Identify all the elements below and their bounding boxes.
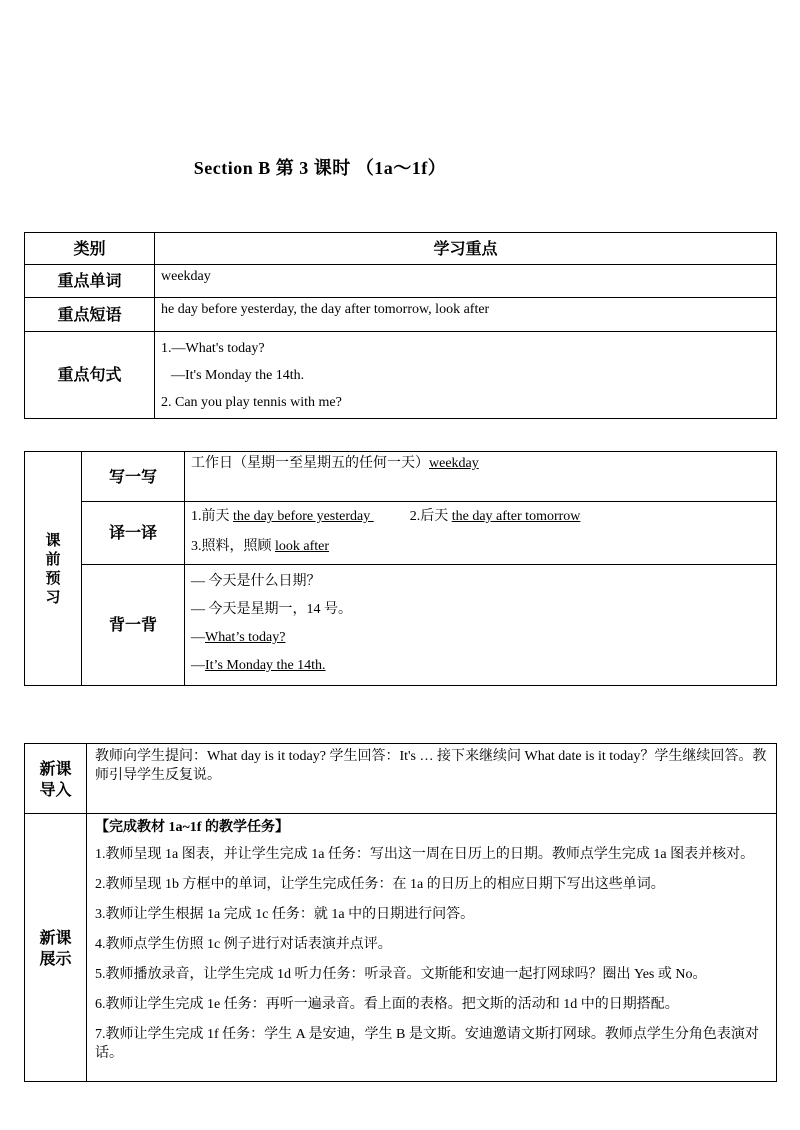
present-item-7: 7.教师让学生完成 1f 任务：学生 A 是安迪，学生 B 是文斯。安迪邀请文斯打网球。教师点学生分角色表演对话。: [95, 1027, 759, 1061]
recite-answer-2: It’s Monday the 14th.: [205, 658, 326, 673]
recite-label: 背一背: [82, 565, 185, 686]
present-item-6: 6.教师让学生完成 1e 任务：再听一遍录音。看上面的表格。把文斯的活动和 1d 中的日期搭配。: [95, 997, 679, 1012]
translate-item-3-answer: look after: [275, 539, 330, 554]
intro-text: 教师向学生提问：What day is it today? 学生回答：It's … 接下来继续问 What date is it today？学生继续回答。教师引导学生反复说。: [87, 744, 777, 814]
present-label: 新课 展示: [25, 814, 87, 1082]
key-sentences-cell: [155, 332, 777, 419]
translate-item-1-prompt: 1.前天: [191, 509, 233, 524]
write-prompt: 工作日（星期一至星期五的任何一天）: [191, 456, 429, 471]
key-sentences-label: 重点句式: [25, 332, 155, 419]
write-label: 写一写: [82, 452, 185, 502]
focus-header: 学习重点: [155, 233, 777, 265]
present-item-3: 3.教师让学生根据 1a 完成 1c 任务：就 1a 中的日期进行问答。: [95, 907, 475, 922]
translate-item-3-prompt: 3.照料，照顾: [191, 539, 275, 554]
translate-item-2-prompt: 2.后天: [409, 509, 452, 524]
preview-side-label: 课 前 预 习: [25, 452, 82, 686]
sentence-line: —It's Monday the 14th.: [171, 368, 305, 383]
page-title: Section B 第 3 课时 （1a～1f）: [193, 158, 447, 178]
present-cell: [87, 814, 777, 1082]
key-phrases-label: 重点短语: [25, 298, 155, 332]
present-item-2: 2.教师呈现 1b 方框中的单词，让学生完成任务：在 1a 的日历上的相应日期下写出这些单词。: [95, 877, 665, 892]
translate-label: 译一译: [82, 502, 185, 565]
preview-table: [24, 451, 777, 686]
category-header: 类别: [25, 233, 155, 265]
key-words-label: 重点单词: [25, 265, 155, 298]
translate-item-1-answer: the day before yesterday: [233, 509, 374, 524]
sentence-line: 1.—What's today?: [161, 341, 265, 356]
lesson-table: [24, 743, 777, 1082]
recite-cell: — 今天是什么日期？ — 今天是星期一，14 号。 —What’s today? —It’s Monday the 14th.: [185, 565, 777, 686]
present-item-1: 1.教师呈现 1a 图表，并让学生完成 1a 任务：写出这一周在日历上的日期。教师点学生完成 1a 图表并核对。: [95, 847, 755, 862]
key-points-table: [24, 232, 777, 419]
present-heading: 【完成教材 1a~1f 的教学任务】: [95, 820, 289, 835]
translate-item-2-answer: the day after tomorrow: [451, 509, 581, 524]
recite-answer-1: What’s today?: [205, 630, 286, 645]
write-cell: [185, 452, 777, 502]
present-item-5: 5.教师播放录音，让学生完成 1d 听力任务：听录音。文斯能和安迪一起打网球吗？圈出 Yes 或 No。: [95, 967, 707, 982]
present-item-4: 4.教师点学生仿照 1c 例子进行对话表演并点评。: [95, 937, 392, 952]
sentence-line: 2. Can you play tennis with me?: [161, 395, 342, 410]
key-phrases-value: he day before yesterday, the day after tomorrow, look after: [155, 298, 777, 332]
intro-label: 新课 导入: [25, 744, 87, 814]
recite-line: — 今天是什么日期？: [191, 574, 321, 589]
key-words-value: weekday: [155, 265, 777, 298]
translate-cell: [185, 502, 777, 565]
recite-line: — 今天是星期一，14 号。: [191, 602, 352, 617]
write-answer: weekday: [429, 456, 479, 471]
